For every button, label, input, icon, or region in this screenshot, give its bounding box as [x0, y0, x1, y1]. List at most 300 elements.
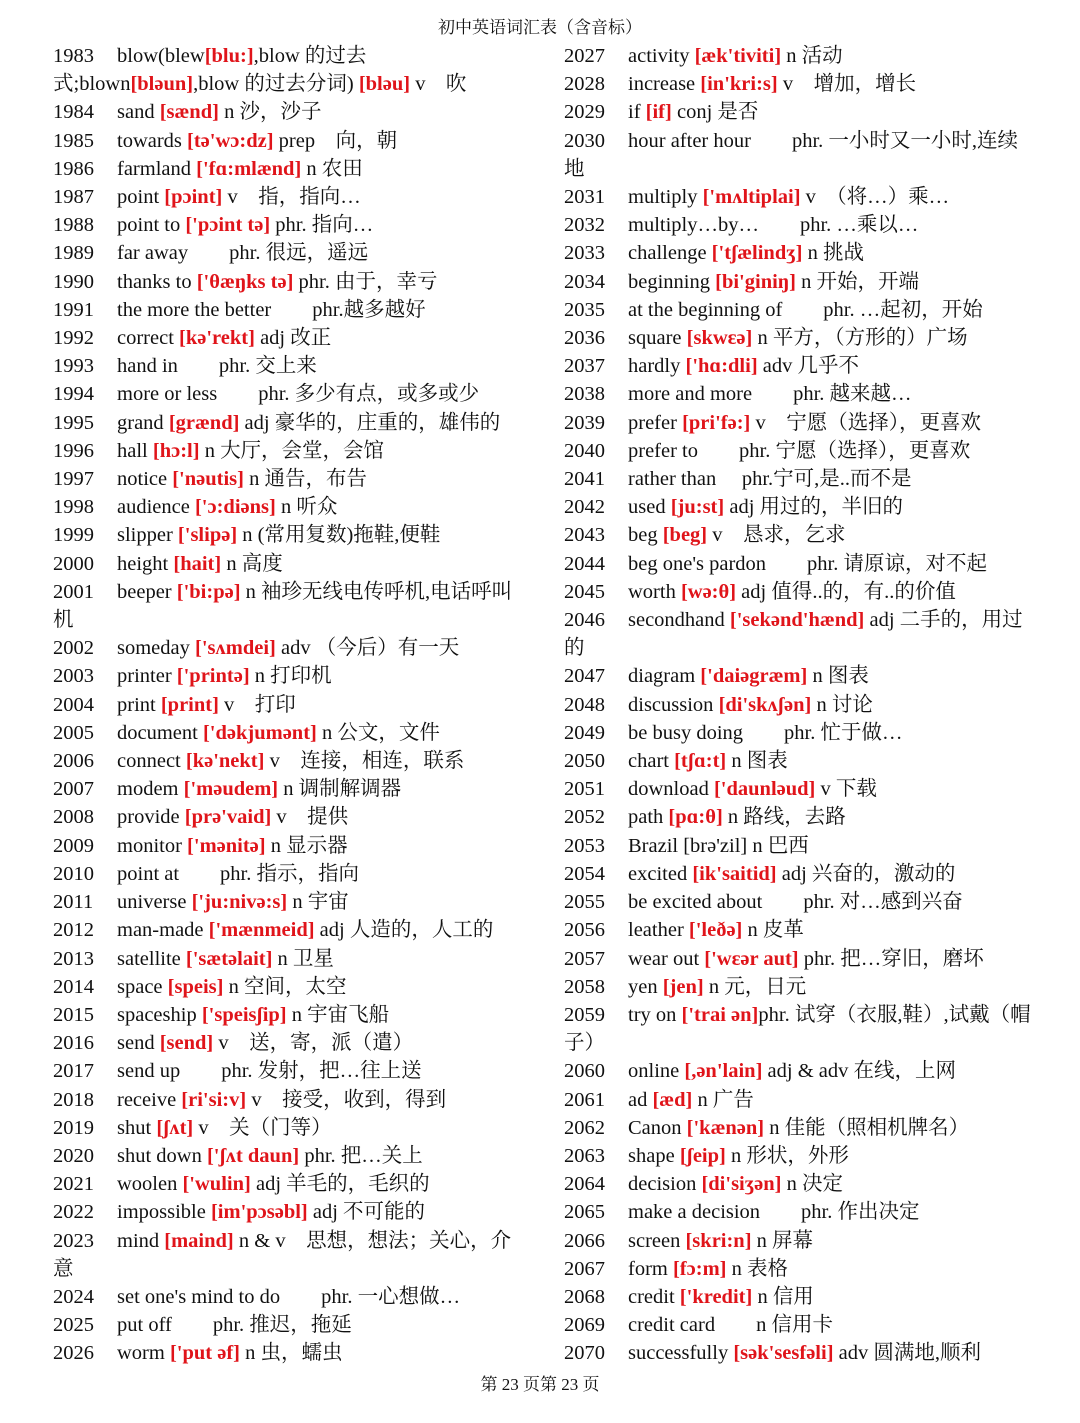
entry-number: 2038: [564, 383, 605, 406]
entry-phonetic: [blu:]: [204, 45, 254, 67]
entry-word: discussion: [628, 693, 719, 716]
entry-word: impossible: [117, 1201, 211, 1224]
entry-number: 2049: [564, 721, 605, 744]
entry-phonetic: [ik'saitid]: [692, 862, 777, 885]
entry-phonetic: ['mʌltiplai]: [702, 186, 801, 209]
entry-word: challenge: [628, 242, 712, 265]
entry-number: 1989: [53, 242, 94, 265]
entry-definition: adj 兴奋的，激动的: [776, 862, 956, 885]
vocab-entry: [564, 465, 1034, 493]
vocab-entry: [53, 465, 530, 493]
entry-number: 2007: [53, 778, 94, 801]
entry-number: 2037: [564, 355, 605, 378]
entry-definition: adj 人造的，人工的: [314, 919, 494, 942]
entry-word: try on: [628, 1003, 682, 1026]
entry-number: 2016: [53, 1032, 94, 1055]
entry-definition: adv 几乎不: [757, 355, 860, 378]
vocab-entry: [564, 211, 1034, 239]
entry-definition: adj 羊毛的，毛织的: [250, 1173, 430, 1196]
entry-word: modem: [117, 778, 184, 801]
vocab-entry: [53, 380, 530, 408]
entry-word: hand in phr. 交上来: [117, 355, 317, 378]
entry-phonetic: ['dəkjumənt]: [202, 721, 317, 744]
entry-number: 2000: [53, 552, 94, 575]
entry-definition: n 空间，太空: [223, 975, 347, 998]
entry-number: 1998: [53, 496, 94, 519]
entry-definition: n 路线，去路: [722, 806, 846, 829]
entry-number: 2003: [53, 665, 94, 688]
vocab-column-right: [564, 42, 1034, 1368]
entry-word: screen: [628, 1229, 686, 1252]
entry-phonetic: [,ən'lain]: [684, 1060, 763, 1083]
entry-word: prefer: [628, 411, 683, 434]
entry-number: 2029: [564, 101, 605, 124]
vocab-entry: [53, 127, 530, 155]
entry-number: 2036: [564, 327, 605, 350]
vocab-entry: [53, 239, 530, 267]
entry-number: 2017: [53, 1060, 94, 1083]
vocab-entry: [564, 775, 1034, 803]
entry-number: 2002: [53, 637, 94, 660]
entry-word: more or less phr. 多少有点，或多或少: [117, 383, 480, 406]
entry-word: woolen: [117, 1173, 183, 1196]
entry-phonetic: ['leðə]: [688, 919, 743, 942]
entry-word: hour after hour phr. 一小时又一小时,连续地: [564, 129, 1019, 180]
entry-phonetic: ['ʃʌt daun]: [206, 1144, 300, 1167]
entry-definition: v 打印: [218, 693, 296, 716]
entry-definition: v 下载: [815, 778, 877, 801]
entry-word: space: [117, 975, 168, 998]
entry-word: printer: [117, 665, 177, 688]
entry-number: 2031: [564, 186, 605, 209]
entry-word: thanks to: [117, 270, 197, 293]
entry-phonetic: [fɔ:m]: [672, 1257, 727, 1280]
vocab-entry: [564, 888, 1034, 916]
entry-phonetic: [wə:θ]: [680, 580, 737, 603]
entry-number: 2013: [53, 947, 94, 970]
entry-phonetic: [di'siʒən]: [701, 1173, 782, 1196]
entry-phonetic: ['θæŋks tə]: [196, 270, 294, 293]
entry-word: beg one's pardon phr. 请原谅，对不起: [628, 552, 987, 575]
entry-definition: n & v 思想，想法；关心，介意: [53, 1229, 512, 1280]
entry-phonetic: ['wulin]: [182, 1173, 251, 1196]
entry-definition: phr. 把…关上: [299, 1144, 423, 1167]
entry-word: leather: [628, 919, 689, 942]
entry-number: 1984: [53, 101, 94, 124]
vocab-entry: [564, 578, 1034, 606]
entry-definition: adj 改正: [254, 327, 332, 350]
vocab-entry: [53, 916, 530, 944]
entry-definition: n (常用复数)拖鞋,便鞋: [237, 524, 441, 547]
vocab-entry: [564, 296, 1034, 324]
entry-number: 2044: [564, 552, 605, 575]
entry-phonetic: ['sekənd'hænd]: [729, 609, 865, 632]
entry-definition: v 恳求，乞求: [707, 524, 846, 547]
entry-definition: n 卫星: [272, 947, 334, 970]
entry-phonetic: [bləu]: [358, 73, 411, 96]
entry-phonetic: ['nəutis]: [172, 468, 244, 491]
entry-phonetic: ['hɑ:dli]: [685, 355, 758, 378]
entry-word: correct: [117, 327, 180, 350]
entry-phonetic: ['trai ən]: [681, 1003, 759, 1026]
vocab-entry: [564, 1114, 1034, 1142]
vocab-entry: [564, 437, 1034, 465]
vocab-entry: [53, 296, 530, 324]
entry-phonetic: [kə'nekt]: [185, 750, 265, 773]
entry-definition: n 袖珍无线电传呼机,电话呼叫机: [53, 580, 513, 632]
entry-phonetic: [hait]: [173, 552, 222, 575]
entry-phonetic: ['slipə]: [177, 524, 238, 547]
entry-word: provide: [117, 806, 185, 829]
entry-word: used: [628, 496, 671, 519]
vocab-entry: [53, 1170, 530, 1198]
entry-phonetic: ['put əf]: [169, 1342, 240, 1365]
entry-phonetic: [if]: [645, 101, 672, 124]
vocab-entry: [53, 268, 530, 296]
entry-word: mind: [117, 1229, 165, 1252]
entry-number: 2022: [53, 1201, 94, 1224]
vocab-entry: [564, 409, 1034, 437]
entry-definition: n 表格: [726, 1257, 788, 1280]
vocab-entry: [564, 268, 1034, 296]
entry-word: worth: [628, 580, 681, 603]
entry-definition: adj 不可能的: [307, 1201, 426, 1224]
entry-number: 2030: [564, 129, 605, 152]
entry-number: 1991: [53, 298, 94, 321]
entry-phonetic: [in'kri:s]: [700, 73, 778, 96]
vocab-entry: [564, 1170, 1034, 1198]
entry-word: ad: [628, 1088, 653, 1111]
entry-number: 2020: [53, 1144, 94, 1167]
vocab-entry: [53, 860, 530, 888]
entry-number: 2004: [53, 693, 94, 716]
entry-word: point to: [117, 214, 186, 237]
entry-phonetic: [skwɛə]: [686, 327, 753, 350]
entry-phonetic: ['daunləud]: [713, 778, 816, 801]
entry-word: activity: [628, 45, 695, 67]
entry-number: 2068: [564, 1285, 605, 1308]
entry-word: online: [628, 1060, 685, 1083]
entry-definition: adv 圆满地,顺利: [833, 1342, 982, 1365]
entry-number: 2070: [564, 1342, 605, 1365]
vocab-entry: [564, 832, 1034, 860]
entry-phonetic: ['daiəgræm]: [700, 665, 808, 688]
entry-number: 2045: [564, 580, 605, 603]
entry-number: 2027: [564, 45, 605, 67]
page-footer: 第 23 页第 23 页: [480, 1375, 600, 1394]
entry-word: universe: [117, 891, 192, 914]
entry-definition: v 提供: [271, 806, 349, 829]
vocab-entry: [564, 1001, 1034, 1057]
entry-definition: v （将…）乘…: [800, 186, 950, 209]
entry-number: 2069: [564, 1314, 605, 1337]
entry-number: 2009: [53, 834, 94, 857]
entry-phonetic: [pɔint]: [164, 186, 223, 209]
entry-phonetic: [send]: [159, 1032, 214, 1055]
entry-definition: v 增加，增长: [777, 73, 917, 96]
entry-word: beginning: [628, 270, 716, 293]
entry-phonetic: [tʃɑ:t]: [674, 750, 727, 773]
entry-word: beg: [628, 524, 663, 547]
entry-word: if: [628, 101, 646, 124]
entry-word: hardly: [628, 355, 686, 378]
entry-number: 2010: [53, 862, 94, 885]
entry-number: 2067: [564, 1257, 605, 1280]
vocab-entry: [53, 973, 530, 1001]
entry-number: 2035: [564, 298, 605, 321]
entry-word: set one's mind to do phr. 一心想做…: [117, 1285, 461, 1308]
entry-phonetic: [hɔ:l]: [152, 439, 200, 462]
entry-word: Brazil [brə'zil] n 巴西: [628, 834, 809, 857]
entry-definition: n 高度: [221, 552, 283, 575]
entry-word: satellite: [117, 947, 186, 970]
entry-word: chart: [628, 750, 675, 773]
entry-number: 2008: [53, 806, 94, 829]
entry-definition: n 公文，文件: [316, 721, 440, 744]
entry-phonetic: [beg]: [662, 524, 708, 547]
entry-number: 2001: [53, 580, 94, 603]
entry-definition: phr. 指向…: [270, 214, 374, 237]
entry-number: 2006: [53, 750, 94, 773]
entry-word: credit card n 信用卡: [628, 1314, 833, 1337]
vocab-entry: [564, 1283, 1034, 1311]
vocab-entry: [564, 1255, 1034, 1283]
entry-phonetic: [sək'sesfəli]: [733, 1342, 834, 1365]
entry-word: send: [117, 1032, 160, 1055]
entry-definition: n 通告，布告: [243, 468, 367, 491]
vocab-entry: [564, 1057, 1034, 1085]
entry-number: 2042: [564, 496, 605, 519]
entry-word: diagram: [628, 665, 701, 688]
vocab-entry: [564, 550, 1034, 578]
vocab-entry: [53, 945, 530, 973]
entry-number: 2047: [564, 665, 605, 688]
entry-phonetic: [maind]: [164, 1229, 234, 1252]
entry-word: towards: [117, 129, 188, 152]
entry-number: 2043: [564, 524, 605, 547]
vocab-entry: [564, 521, 1034, 549]
entry-definition: n 图表: [726, 750, 788, 773]
entry-word: grand: [117, 411, 169, 434]
entry-number: 2021: [53, 1173, 94, 1196]
entry-phonetic: ['speisʃip]: [201, 1003, 287, 1026]
entry-word: put off phr. 推迟，拖延: [117, 1314, 352, 1337]
entry-number: 1990: [53, 270, 94, 293]
vocab-entry: [53, 155, 530, 183]
entry-number: 1986: [53, 157, 94, 180]
vocab-entry: [564, 916, 1034, 944]
vocab-entry: [53, 662, 530, 690]
entry-definition: v 吹: [410, 73, 467, 96]
entry-word: be busy doing phr. 忙于做…: [628, 721, 903, 744]
entry-definition: n 活动: [781, 45, 843, 67]
entry-phonetic: ['fɑ:mlænd]: [196, 157, 302, 180]
entry-number: 2023: [53, 1229, 94, 1252]
page-title: 初中英语词汇表（含音标）: [438, 18, 642, 37]
entry-definition: n 农田: [301, 157, 363, 180]
vocab-entry: [53, 1311, 530, 1339]
entry-definition: phr. 把…穿旧，磨坏: [798, 947, 984, 970]
entry-word: receive: [117, 1088, 182, 1111]
vocab-entry: [53, 1001, 530, 1029]
entry-number: 2059: [564, 1003, 605, 1026]
vocab-entry: [564, 493, 1034, 521]
entry-phonetic: [bləun]: [130, 73, 194, 96]
entry-word: hall: [117, 439, 153, 462]
entry-phonetic: ['printə]: [176, 665, 250, 688]
entry-phonetic: [sænd]: [159, 101, 219, 124]
entry-word: excited: [628, 862, 693, 885]
vocab-entry: [564, 606, 1034, 662]
entry-word: credit: [628, 1285, 680, 1308]
entry-number: 2039: [564, 411, 605, 434]
vocab-entry: [53, 521, 530, 549]
vocab-entry: [564, 352, 1034, 380]
vocab-entry: [564, 973, 1034, 1001]
vocab-entry: [564, 860, 1034, 888]
entry-word: path: [628, 806, 669, 829]
vocab-entry: [564, 719, 1034, 747]
entry-definition: v 指，指向…: [222, 186, 361, 209]
entry-phonetic: ['məudem]: [183, 778, 279, 801]
entry-definition: v 关（门等）: [193, 1116, 332, 1139]
entry-number: 1983: [53, 45, 94, 67]
entry-word: document: [117, 721, 203, 744]
entry-phonetic: [æd]: [652, 1088, 693, 1111]
entry-definition: n 形状，外形: [725, 1144, 849, 1167]
vocab-entry: [53, 1057, 530, 1085]
entry-phonetic: [kə'rekt]: [179, 327, 255, 350]
vocab-entry: [564, 1142, 1034, 1170]
entry-definition: n 讨论: [811, 693, 873, 716]
entry-phonetic: [skri:n]: [685, 1229, 752, 1252]
entry-definition: adj 值得..的，有..的价值: [736, 580, 956, 603]
entry-number: 2014: [53, 975, 94, 998]
entry-word: make a decision phr. 作出决定: [628, 1201, 920, 1224]
vocab-entry: [564, 803, 1034, 831]
entry-word: send up phr. 发射，把…往上送: [117, 1060, 422, 1083]
vocab-entry: [53, 634, 530, 662]
vocab-entry: [53, 775, 530, 803]
entry-number: 2054: [564, 862, 605, 885]
entry-number: 2040: [564, 439, 605, 462]
entry-phonetic: ['sætəlait]: [185, 947, 273, 970]
entry-definition: n 佳能（照相机牌名）: [764, 1116, 970, 1139]
vocab-entry: [53, 409, 530, 437]
entry-word: rather than phr.宁可,是..而不是: [628, 468, 912, 491]
vocab-entry: [564, 1086, 1034, 1114]
vocab-entry: [53, 1029, 530, 1057]
entry-phonetic: [tə'wɔ:dz]: [187, 129, 274, 152]
vocab-entry: [53, 578, 530, 634]
entry-number: 2011: [53, 891, 94, 914]
entry-word: monitor: [117, 834, 188, 857]
entry-definition: n 宇宙飞船: [286, 1003, 390, 1026]
vocab-entry: [53, 324, 530, 352]
vocab-entry: [564, 183, 1034, 211]
entry-number: 2012: [53, 919, 94, 942]
entry-word: sand: [117, 101, 160, 124]
entry-phonetic: [pri'fə:]: [682, 411, 751, 434]
entry-word: be excited about phr. 对…感到兴奋: [628, 891, 963, 914]
entry-number: 1994: [53, 383, 94, 406]
entry-word: at the beginning of phr. …起初，开始: [628, 298, 983, 321]
entry-number: 2063: [564, 1144, 605, 1167]
entry-number: 2024: [53, 1285, 94, 1308]
entry-phonetic: ['mænmeid]: [208, 919, 315, 942]
entry-definition: n 平方，（方形的）广场: [752, 327, 968, 350]
vocab-entry: [53, 437, 530, 465]
entry-word: notice: [117, 468, 173, 491]
entry-phonetic: [grænd]: [168, 411, 240, 434]
entry-word: shut: [117, 1116, 157, 1139]
vocab-entry: [53, 719, 530, 747]
entry-definition: n 图表: [807, 665, 869, 688]
entry-number: 2005: [53, 721, 94, 744]
entry-number: 2025: [53, 1314, 94, 1337]
entry-word: spaceship: [117, 1003, 202, 1026]
entry-definition: adj 用过的，半旧的: [724, 496, 904, 519]
vocab-entry: [564, 662, 1034, 690]
vocab-entry: [53, 1339, 530, 1367]
vocab-entry: [53, 1086, 530, 1114]
entry-definition: adj 豪华的，庄重的，雄伟的: [239, 411, 501, 434]
entry-definition: n 宇宙: [287, 891, 349, 914]
entry-phonetic: [im'pɔsəbl]: [210, 1201, 308, 1224]
entry-number: 2061: [564, 1088, 605, 1111]
entry-number: 2041: [564, 468, 605, 491]
entry-definition: prep 向，朝: [273, 129, 398, 152]
entry-number: 2019: [53, 1116, 94, 1139]
vocab-entry: [564, 747, 1034, 775]
entry-word: height: [117, 552, 174, 575]
entry-word: worm: [117, 1342, 170, 1365]
entry-word: beeper: [117, 580, 177, 603]
entry-definition: v 送，寄，派（遣）: [213, 1032, 414, 1055]
vocab-entry: [53, 832, 530, 860]
vocab-entry: [564, 42, 1034, 70]
vocab-entry: [53, 493, 530, 521]
entry-number: 2062: [564, 1116, 605, 1139]
entry-definition: conj 是否: [671, 101, 759, 124]
entry-number: 2028: [564, 73, 605, 96]
entry-definition: v 连接，相连，联系: [264, 750, 465, 773]
entry-definition: v 接受，收到，得到: [246, 1088, 447, 1111]
entry-definition: phr. 由于，幸亏: [293, 270, 438, 293]
entry-word: form: [628, 1257, 673, 1280]
entry-phonetic: [ʃʌt]: [156, 1116, 194, 1139]
entry-phonetic: [bi'giniŋ]: [715, 270, 797, 293]
entry-phonetic: [print]: [160, 693, 219, 716]
vocab-entry: [564, 239, 1034, 267]
entry-number: 2033: [564, 242, 605, 265]
entry-number: 1993: [53, 355, 94, 378]
entry-word: download: [628, 778, 714, 801]
entry-word: decision: [628, 1173, 702, 1196]
entry-number: 2058: [564, 975, 605, 998]
entry-word: prefer to phr. 宁愿（选择），更喜欢: [628, 439, 971, 462]
vocab-entry: [53, 1198, 530, 1226]
entry-word: blow(blew: [117, 45, 205, 67]
entry-definition: n 显示器: [265, 834, 348, 857]
entry-definition: v 宁愿（选择），更喜欢: [750, 411, 981, 434]
vocab-entry: [53, 691, 530, 719]
entry-number: 2060: [564, 1060, 605, 1083]
entry-number: 2056: [564, 919, 605, 942]
entry-word: point at phr. 指示，指向: [117, 862, 360, 885]
vocab-entry: [53, 183, 530, 211]
entry-word: secondhand: [628, 609, 730, 632]
